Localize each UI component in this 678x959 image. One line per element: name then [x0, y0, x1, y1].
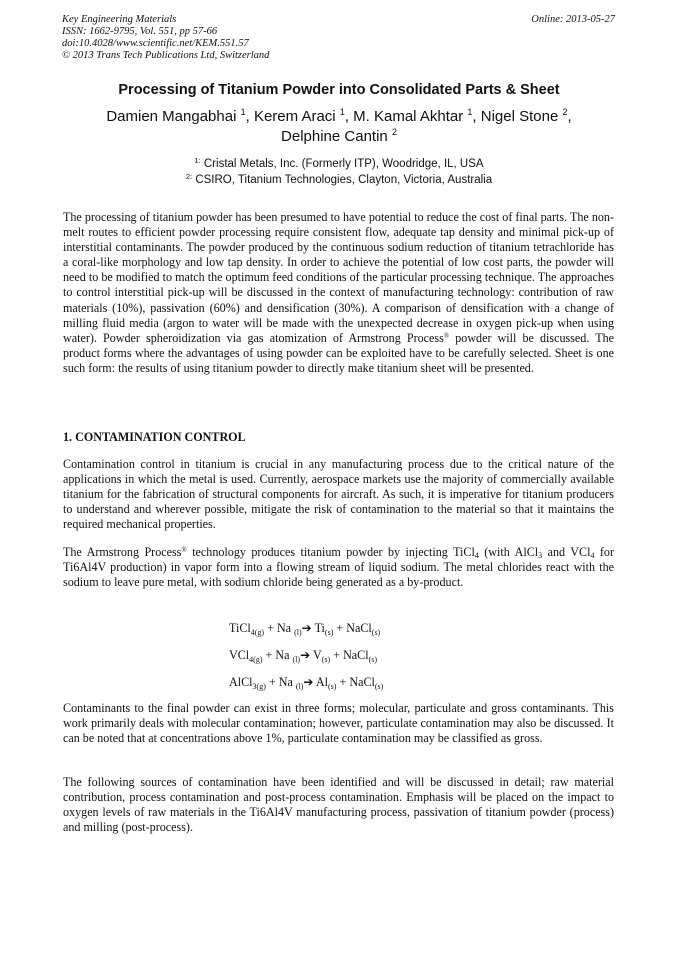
subscript: 4 [590, 551, 595, 560]
author-affiliation-mark: 1 [339, 107, 345, 117]
eq-term: VCl [229, 648, 250, 662]
issn-line: ISSN: 1662-9795, Vol. 551, pp 57-66 [62, 26, 218, 37]
section-paragraph-1: Contamination control in titanium is crucial in any manufacturing process due to the critical nature of the applications in which the metal is used. Currently, aerospace markets use the majority of commercially available titanium for the fabrication of structural components for aircraft. As such, it is imperative for titanium producers to understand and wherever possible, mitigate the risk of contamination to the material so that it maintains the required mechanical properties. [63, 457, 614, 532]
eq-term: + NaCl [333, 621, 372, 635]
eq-term: AlCl [229, 675, 253, 689]
doi-line: doi:10.4028/www.scientific.net/KEM.551.57 [62, 38, 249, 49]
affiliation-mark: 2: [185, 172, 193, 181]
para2-text: technology produces titanium powder by injecting TiCl [186, 545, 475, 559]
eq-sub: (l) [294, 628, 302, 637]
author-name: Kerem Araci [253, 108, 336, 125]
author-name: Nigel Stone [480, 108, 559, 125]
eq-sub: 4(g) [250, 628, 265, 637]
journal-name: Key Engineering Materials [62, 14, 177, 25]
arrow-icon: ➔ [303, 675, 314, 689]
eq-term: TiCl [229, 621, 251, 635]
para2-text: for Ti6Al4V production) in vapor form into a flowing stream of liquid sodium. The metal chlorides react with the sodium to leave pure metal, with sodium chloride being generated as a by-product. [63, 545, 614, 590]
eq-sub: (s) [321, 655, 331, 664]
section-paragraph-2 [63, 545, 614, 590]
copyright-line: © 2013 Trans Tech Publications Ltd, Switzerland [62, 50, 270, 61]
affiliation-text: Cristal Metals, Inc. (Formerly ITP), Woodridge, IL, USA [203, 158, 484, 170]
author-affiliation-mark: 2 [562, 107, 568, 117]
journal-header [62, 14, 269, 62]
equation-2 [229, 648, 377, 663]
online-date: Online: 2013-05-27 [531, 14, 615, 25]
arrow-icon: ➔ [300, 648, 311, 662]
abstract-text-part1: The processing of titanium powder has been presumed to have potential to reduce the cost of final parts. The non-melt routes to efficient powder processing require consistent flow, adequate tap density and minimal pick-up of interstitial contaminants. The powder produced by the continuous sodium reduction of titanium tetrachloride has a coral-like morphology and low tap density. In order to achieve the potential of low cost parts, the powder will need to be modified to match the optimum feed conditions of the particular processing technique. The approaches to control interstitial pick-up will be discussed in the context of manufacturing technology: contribution of raw materials (10%), passivation (60%) and densification (30%). A comparison of densification with a change of milling fluid media (argon to water will be made with the unexpected decrease in oxygen pick-up when using water). Powder spheroidization via gas atomization of Armstrong Process [63, 210, 614, 345]
author-affiliation-mark: 1 [467, 107, 473, 117]
eq-sub: (l) [292, 655, 301, 664]
equation-1 [229, 621, 380, 636]
author-affiliation-mark: 2 [391, 127, 397, 137]
eq-term: + Na [262, 648, 293, 662]
eq-sub: (s) [324, 628, 334, 637]
eq-sub: (l) [295, 682, 304, 691]
section-paragraph-4: The following sources of contamination have been identified and will be discussed in detail; raw material contribution, process contamination and post-process contamination. Emphasis will be placed on the impact to oxygen levels of raw materials in the Ti6Al4V manufacturing process, passivation of titanium powder (process) and milling (post-process). [63, 775, 614, 835]
abstract-text-part2: powder will be discussed. The product forms where the advantages of using powder can be exploited have to be carefully selected. Sheet is one such form: the results of using titanium powder to directly make titanium sheet will be presented. [63, 330, 615, 375]
eq-term: + NaCl [336, 675, 375, 689]
eq-sub: 4(g) [249, 655, 263, 664]
author-name: Damien Mangabhai [106, 108, 237, 125]
author-affiliation-mark: 1 [240, 107, 246, 117]
eq-sub: 3(g) [252, 682, 266, 691]
eq-term: Ti [311, 621, 325, 635]
para2-text: The Armstrong Process [63, 545, 182, 559]
eq-term: V [310, 648, 322, 662]
section-heading: 1. CONTAMINATION CONTROL [63, 430, 246, 444]
para2-text: and VCl [542, 545, 591, 559]
eq-term: + Na [264, 621, 295, 635]
subscript: 4 [474, 551, 479, 560]
subscript: 3 [538, 551, 543, 560]
eq-sub: (s) [368, 655, 378, 664]
author-name: Delphine Cantin [281, 128, 388, 145]
equation-3 [229, 675, 383, 690]
abstract-paragraph [63, 210, 614, 376]
eq-sub: (s) [371, 628, 381, 637]
affiliation-1 [60, 157, 618, 172]
eq-term: Al [313, 675, 329, 689]
affiliation-2 [60, 173, 618, 188]
author-list: Damien Mangabhai $^1$, Kerem Araci $^1$, M. Kamal Akhtar $^1$, Nigel Stone $^2$, Delphine Cantin $^2$ [106, 107, 572, 145]
registered-mark: ® [181, 546, 187, 554]
affiliation-text: CSIRO, Titanium Technologies, Clayton, Victoria, Australia [195, 174, 493, 186]
eq-sub: (s) [328, 682, 337, 691]
arrow-icon: ➔ [301, 621, 312, 635]
author-name: M. Kamal Akhtar [353, 108, 464, 125]
paper-title: Processing of Titanium Powder into Consolidated Parts & Sheet [118, 82, 560, 98]
para2-text: (with AlCl [478, 545, 539, 559]
eq-term: + Na [265, 675, 296, 689]
section-paragraph-3: Contaminants to the final powder can exist in three forms; molecular, particulate and gross contaminants. This work primarily deals with molecular contamination; however, particulate contamination may also be discussed. It can be noted that at concentrations above 1%, particulate contamination may be classified as gross. [63, 701, 614, 746]
registered-mark: ® [443, 331, 450, 340]
eq-sub: (s) [374, 682, 384, 691]
affiliation-mark: 1: [194, 156, 201, 165]
eq-term: + NaCl [330, 648, 369, 662]
